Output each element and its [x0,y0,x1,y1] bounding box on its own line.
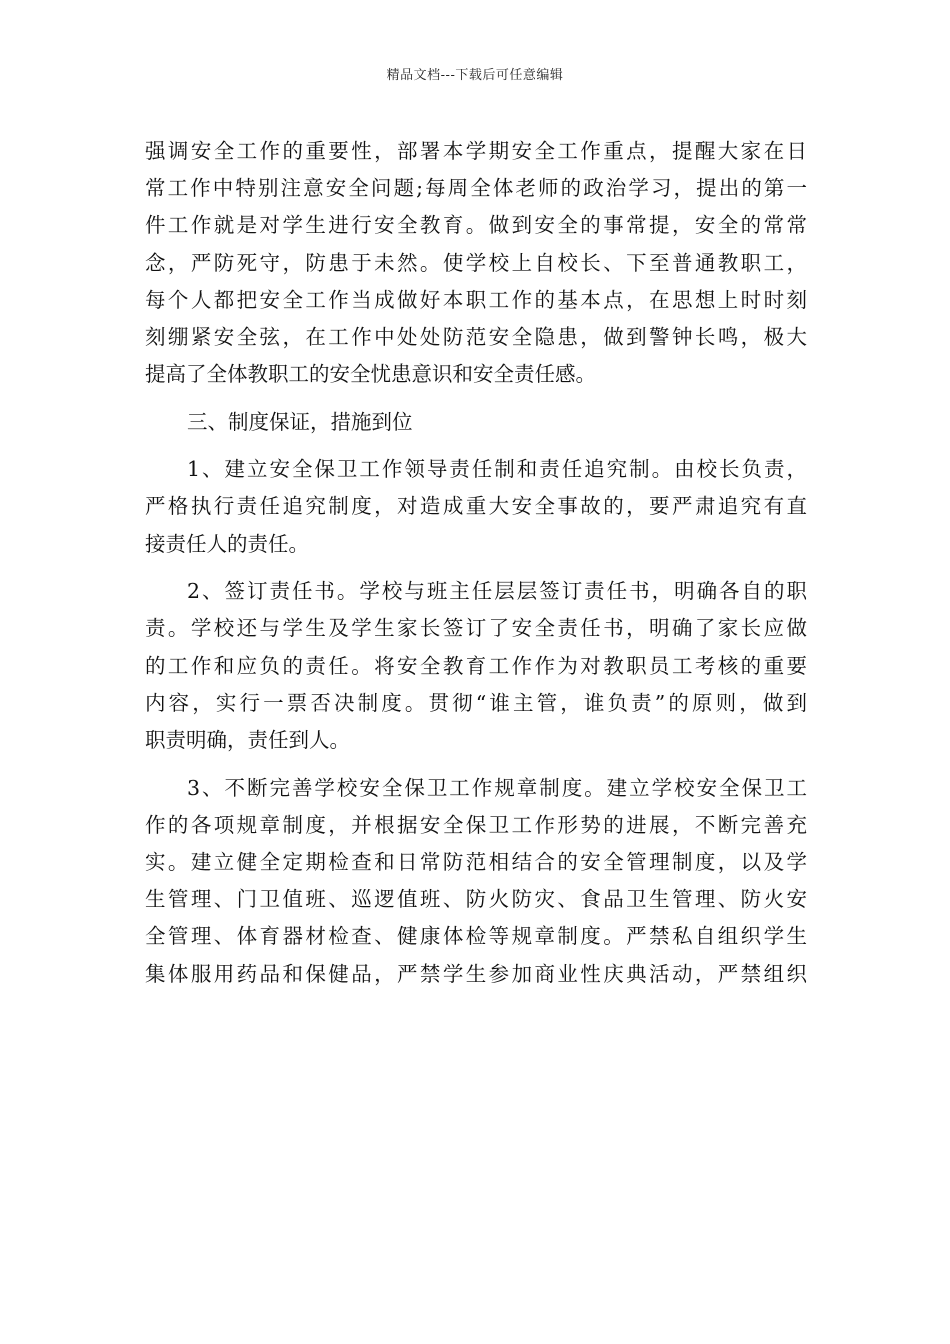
text-line: 集体服用药品和保健品，严禁学生参加商业性庆典活动，严禁组织 [145,961,807,986]
text-line: 强调安全工作的重要性，部署本学期安全工作重点，提醒大家在日 [145,139,807,163]
paragraph-gap [145,563,807,573]
text-line: 件工作就是对学生进行安全教育。做到安全的事常提，安全的常常 [145,213,807,238]
paragraph [145,770,807,993]
text-line: 责。学校还与学生及学生家长签订了安全责任书，明确了家长应做 [145,616,807,641]
paragraph [145,573,807,759]
text-line: 严格执行责任追究制度，对造成重大安全事故的，要严肃追究有直 [145,494,807,519]
text-line: 刻绷紧安全弦，在工作中处处防范安全隐患，做到警钟长鸣，极大 [145,324,807,349]
text-line: 接责任人的责任。 [145,531,309,556]
text-line: 1、建立安全保卫工作领导责任制和责任追究制。由校长负责， [187,457,807,482]
text-line: 提高了全体教职工的安全忧患意识和安全责任感。 [145,362,596,387]
paragraph-gap [145,393,807,403]
text-line: 2、签订责任书。学校与班主任层层签订责任书，明确各自的职 [187,579,807,604]
paragraph [145,451,807,563]
paragraph [145,133,807,393]
text-line: 的工作和应负的责任。将安全教育工作作为对教职员工考核的重要 [145,653,807,678]
paragraph-gap [145,759,807,769]
text-line: 念，严防死守，防患于未然。使学校上自校长、下至普通教职工， [145,250,807,275]
text-line: 全管理、体育器材检查、健康体检等规章制度。严禁私自组织学生 [145,924,807,949]
paragraph [145,404,807,441]
text-line: 实。建立健全定期检查和日常防范相结合的安全管理制度，以及学 [145,849,807,874]
text-line: 每个人都把安全工作当成做好本职工作的基本点，在思想上时时刻 [145,287,807,312]
text-line: 职责明确，责任到人。 [145,727,350,752]
text-line: 常工作中特别注意安全问题;每周全体老师的政治学习，提出的第一 [145,176,807,201]
text-line: 作的各项规章制度，并根据安全保卫工作形势的进展，不断完善充 [145,812,807,837]
document-body [145,133,807,993]
text-line: 3、不断完善学校安全保卫工作规章制度。建立学校安全保卫工 [187,775,807,800]
text-line: 内容，实行一票否决制度。贯彻“谁主管，谁负责”的原则，做到 [145,690,807,715]
paragraph-gap [145,441,807,451]
text-line: 三、制度保证，措施到位 [187,409,413,434]
page-header: 精品文档---下载后可任意编辑 [386,68,564,83]
text-line: 生管理、门卫值班、巡逻值班、防火防灾、食品卫生管理、防火安 [145,887,807,912]
